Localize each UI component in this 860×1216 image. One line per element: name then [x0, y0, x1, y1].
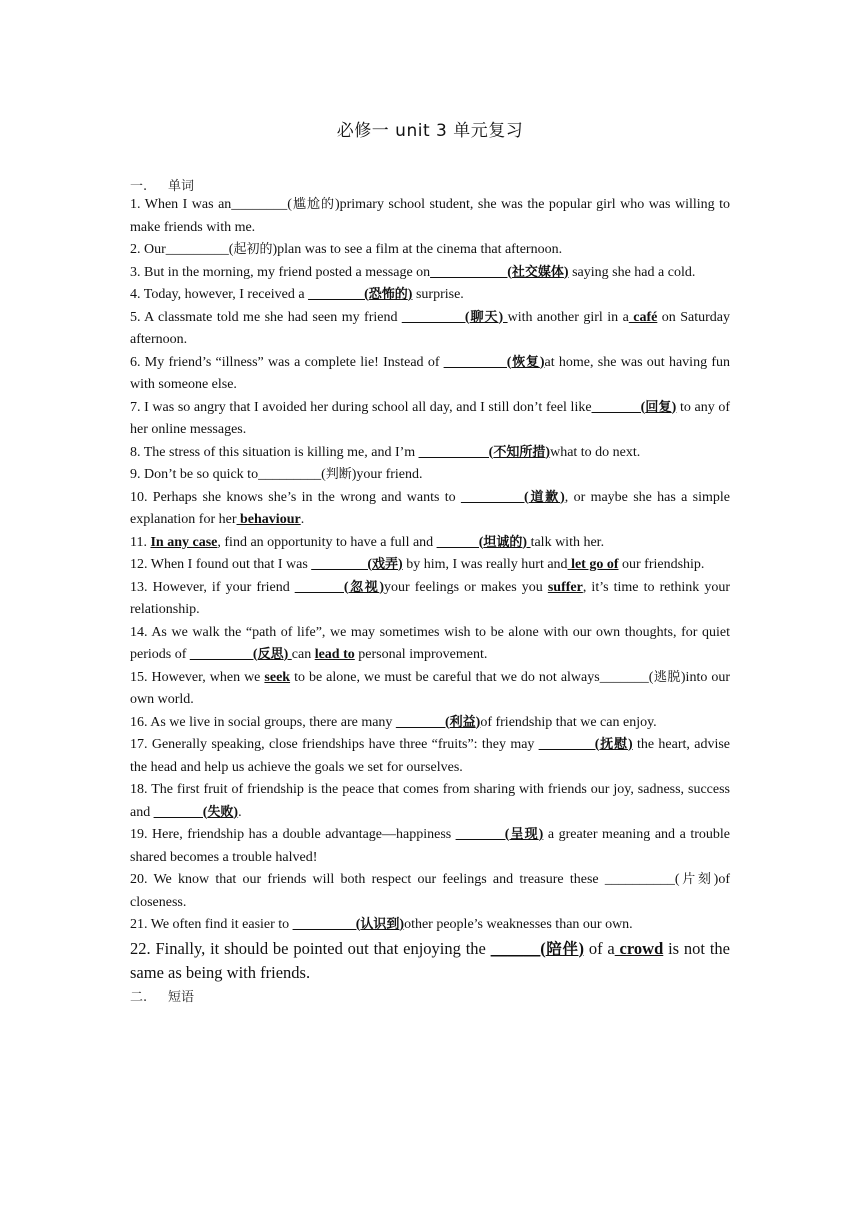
answer-blank-text: 忽视 — [348, 579, 380, 595]
exercise-item — [130, 262, 730, 285]
exercise-item — [130, 442, 730, 465]
answer-blank-text: __________( — [418, 444, 494, 460]
exercise-item — [130, 532, 730, 555]
exercise-item — [130, 239, 730, 262]
exercise-item — [130, 284, 730, 307]
answer-blank-text: let go of — [567, 557, 619, 572]
answer-blank-text: ________( — [308, 287, 369, 302]
exercise-item — [130, 824, 730, 869]
exercise-item — [130, 487, 730, 532]
section-number: 二. — [130, 989, 148, 1005]
answer-blank-text: ) — [671, 399, 677, 415]
item-text: saying she had a cold. — [568, 264, 696, 280]
answer-blank-text: _______( — [294, 579, 349, 595]
answer-blank-text: 戏弄 — [372, 557, 399, 572]
item-text: 13. However, if your friend — [130, 579, 295, 595]
item-text: surprise. — [412, 287, 464, 302]
item-text: 18. The first fruit of friendship is the peace that comes from sharing with friends our joy, sadness, success and — [130, 782, 730, 820]
item-text: 2. Our_________( — [130, 242, 234, 257]
item-text: 4. Today, however, I received a — [130, 287, 309, 302]
answer-blank-text: ________( — [311, 557, 372, 572]
answer-blank-text: 不知所措 — [493, 444, 546, 460]
answer-blank-text: 坦诚的 — [483, 534, 523, 550]
item-text: . — [300, 512, 305, 527]
exercise-item — [130, 194, 730, 239]
answer-blank-text: 呈现 — [509, 827, 539, 842]
answer-blank-text: 回复 — [645, 399, 672, 415]
item-text: 10. Perhaps she knows she’s in the wrong and wants to — [130, 489, 461, 505]
item-text: 22. Finally, it should be pointed out that enjoying the — [130, 938, 491, 958]
answer-blank-text: café — [628, 309, 658, 325]
answer-blank-text: _________( — [292, 917, 361, 932]
item-text: , or maybe she has a simple explanation for her — [130, 489, 731, 527]
answer-blank-text: ) — [407, 287, 413, 302]
item-text: )your friend. — [351, 467, 423, 482]
item-text: to be alone, we must be careful that we do not always_______( — [290, 669, 654, 685]
section-heading-vocabulary — [130, 175, 194, 194]
item-text: to any of her online messages. — [130, 399, 731, 437]
answer-blank-text: _______( — [591, 399, 646, 415]
answer-blank-text: 认识到 — [360, 917, 400, 932]
exercise-list — [130, 194, 730, 1005]
item-text: 16. As we live in social groups, there are many — [130, 714, 396, 730]
answer-blank-text: ) — [627, 737, 633, 752]
section-number: 一. — [130, 179, 148, 194]
section-label: 单词 — [168, 179, 195, 194]
item-text: 判断 — [325, 467, 352, 482]
answer-blank-text: ______( — [436, 534, 484, 550]
item-text: 9. Don’t be so quick to_________( — [130, 467, 326, 482]
item-text: what to do next. — [550, 444, 641, 460]
answer-blank-text: 恐怖的 — [368, 287, 408, 302]
answer-blank-text: ) — [545, 444, 551, 460]
answer-blank-text: _______( — [455, 827, 510, 842]
item-text: 尴尬的 — [291, 197, 335, 212]
exercise-item — [130, 667, 730, 712]
section-label: 短语 — [168, 989, 195, 1005]
item-text: 5. A classmate told me she had seen my friend — [130, 309, 402, 325]
exercise-item — [130, 554, 730, 577]
item-text: can — [291, 647, 315, 662]
exercise-item — [130, 464, 730, 487]
answer-blank-text: ) — [538, 827, 544, 842]
section-heading-phrases — [130, 986, 730, 1005]
answer-blank-text: 社交媒体 — [511, 264, 564, 280]
item-text: 6. My friend’s “illness” was a complete lie! Instead of — [130, 354, 444, 370]
answer-blank-text: behaviour — [236, 512, 301, 527]
answer-blank-text: ) — [578, 938, 584, 958]
answer-blank-text: _________( — [460, 489, 529, 505]
answer-blank-text: ) — [563, 264, 569, 280]
page-title: 必修一 unit 3 单元复习 — [336, 121, 524, 141]
item-text: on Saturday afternoon. — [130, 309, 730, 347]
item-text: talk with her. — [530, 534, 605, 550]
item-text: )of closeness. — [130, 872, 730, 910]
answer-blank-text: ) — [475, 714, 481, 730]
answer-blank-text: 反思 — [257, 647, 284, 662]
answer-blank-text: ) — [560, 489, 565, 505]
item-text: of friendship that we can enjoy. — [480, 714, 657, 730]
answer-blank-text: 失败 — [207, 804, 234, 820]
answer-blank-text: 道歉 — [528, 489, 561, 505]
item-text: )into our own world. — [130, 669, 730, 707]
item-text: of a — [583, 938, 615, 958]
exercise-item — [130, 734, 730, 779]
item-text: 14. As we walk the “path of life”, we may sometimes wish to be alone with our own thoughts, for quiet periods of — [130, 624, 730, 662]
exercise-item — [130, 914, 730, 937]
answer-blank-text: _________( — [401, 309, 470, 325]
item-text: 20. We know that our friends will both respect our feelings and treasure these __________( — [130, 872, 680, 887]
answer-blank-text: seek — [264, 669, 291, 685]
item-text: )plan was to see a film at the cinema that afternoon. — [272, 242, 563, 257]
answer-blank-text: lead to — [314, 647, 355, 662]
item-text: is not the same as being with friends. — [130, 938, 730, 982]
answer-blank-text: _________( — [443, 354, 512, 370]
exercise-item — [130, 622, 730, 667]
item-text: at home, she was out having fun with someone else. — [130, 354, 731, 392]
answer-blank-text: ) — [379, 579, 384, 595]
item-text: 15. However, when we — [130, 669, 265, 685]
item-text: 8. The stress of this situation is killing me, and I’m — [130, 444, 419, 460]
answer-blank-text: ______( — [490, 938, 546, 958]
item-text: a greater meaning and a trouble shared becomes a trouble halved! — [130, 827, 731, 865]
item-text: 19. Here, friendship has a double advantage—happiness — [130, 827, 456, 842]
item-text: personal improvement. — [354, 647, 488, 662]
answer-blank-text: 聊天 — [469, 309, 499, 325]
answer-blank-text: ) — [233, 804, 239, 820]
answer-blank-text: suffer — [547, 579, 583, 595]
exercise-item — [130, 307, 730, 352]
item-text: 片刻 — [679, 872, 714, 887]
item-text: )primary school student, she was the popular girl who was willing to make friends with me. — [130, 197, 731, 235]
answer-blank-text: ) — [522, 534, 531, 550]
item-text: 12. When I found out that I was — [130, 557, 312, 572]
item-text: 逃脱 — [653, 669, 681, 685]
answer-blank-text: ) — [539, 354, 545, 370]
answer-blank-text: 陪伴 — [545, 939, 579, 958]
answer-blank-text: ___________( — [430, 264, 512, 280]
item-text: 起初的 — [233, 242, 273, 257]
answer-blank-text: 抚慰 — [599, 737, 628, 752]
item-text: . — [238, 804, 242, 820]
answer-blank-text: 恢复 — [511, 354, 540, 370]
item-text: the heart, advise the head and help us achieve the goals we set for ourselves. — [130, 737, 731, 775]
answer-blank-text: _______( — [153, 804, 208, 820]
exercise-item — [130, 712, 730, 735]
answer-blank-text: ) — [283, 647, 292, 662]
item-text: other people’s weaknesses than our own. — [404, 917, 633, 932]
item-text: 7. I was so angry that I avoided her during school all day, and I still don’t feel like — [130, 399, 592, 415]
answer-blank-text: 利益 — [449, 714, 476, 730]
answer-blank-text: ) — [398, 557, 403, 572]
item-text: 1. When I was an________( — [130, 197, 292, 212]
item-text: , find an opportunity to have a full and — [217, 534, 437, 550]
item-text: , it’s time to rethink your relationship. — [130, 579, 730, 617]
item-text: 21. We often find it easier to — [130, 917, 293, 932]
exercise-item — [130, 869, 730, 914]
item-text: your feelings or makes you — [383, 579, 548, 595]
item-text: with another girl in a — [507, 309, 629, 325]
answer-blank-text: _______( — [395, 714, 450, 730]
answer-blank-text: In any case — [150, 534, 218, 550]
item-text: our friendship. — [618, 557, 705, 572]
exercise-item — [130, 937, 730, 984]
exercise-item — [130, 577, 730, 622]
item-text: 3. But in the morning, my friend posted a message on — [130, 264, 431, 280]
answer-blank-text: crowd — [614, 938, 664, 958]
answer-blank-text: ________( — [538, 737, 600, 752]
exercise-item — [130, 352, 730, 397]
exercise-item — [130, 397, 730, 442]
answer-blank-text: _________( — [189, 647, 258, 662]
answer-blank-text: ) — [498, 309, 508, 325]
answer-blank-text: ) — [399, 917, 405, 932]
item-text: by him, I was really hurt and — [402, 557, 568, 572]
item-text: 17. Generally speaking, close friendships have three “fruits”: they may — [130, 737, 539, 752]
item-text: 11. — [130, 534, 151, 550]
exercise-item — [130, 779, 730, 824]
section-heading-phrases-wrap — [130, 986, 730, 1005]
